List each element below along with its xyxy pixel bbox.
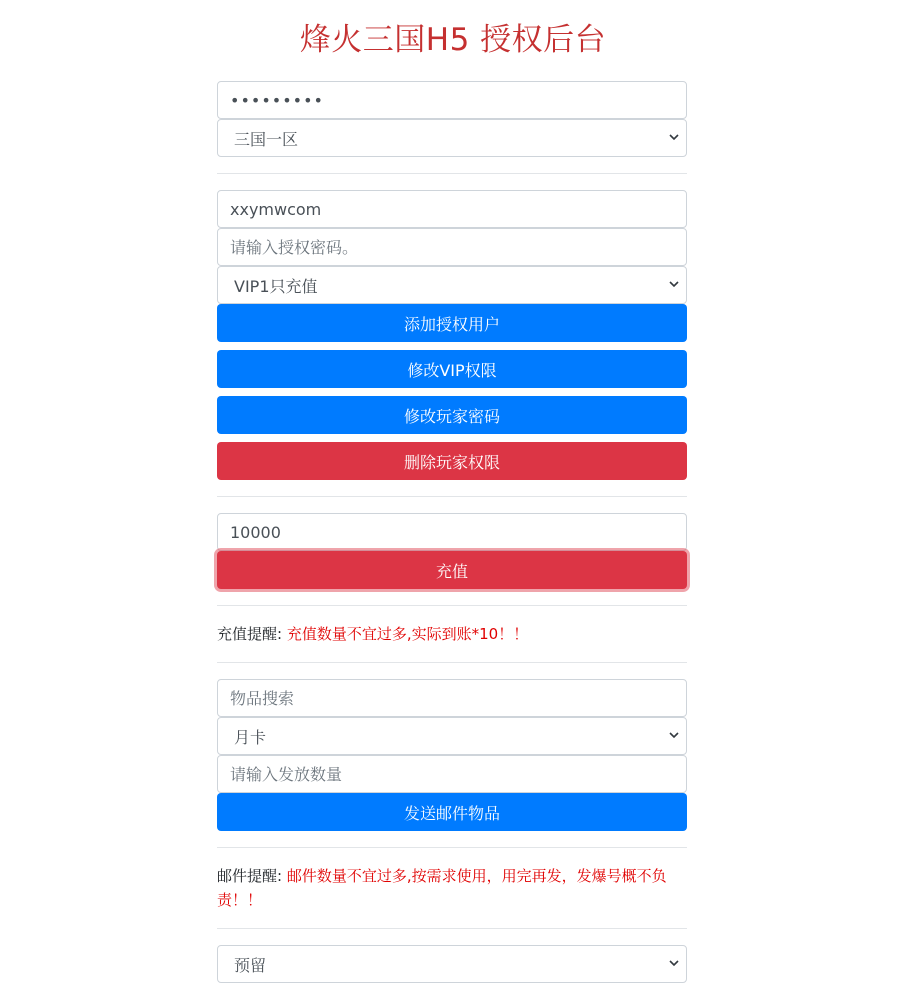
divider bbox=[217, 928, 687, 929]
chevron-down-icon bbox=[668, 729, 680, 741]
reserved-select-value: 预留 bbox=[234, 955, 267, 975]
recharge-notice-text: 充值数量不宜过多,实际到账*10！！ bbox=[286, 625, 529, 643]
password-field[interactable] bbox=[217, 81, 687, 119]
vip-select[interactable] bbox=[217, 266, 687, 304]
quantity-field[interactable] bbox=[217, 755, 687, 793]
add-auth-user-button[interactable]: 添加授权用户 bbox=[217, 304, 687, 342]
modify-vip-button[interactable]: 修改VIP权限 bbox=[217, 350, 687, 388]
reserved-select[interactable] bbox=[217, 945, 687, 983]
item-select-value: 月卡 bbox=[234, 727, 267, 747]
recharge-button[interactable]: 充值 bbox=[217, 551, 687, 589]
divider bbox=[217, 662, 687, 663]
chevron-down-icon bbox=[668, 278, 680, 290]
mail-notice bbox=[217, 864, 687, 912]
recharge-notice bbox=[217, 622, 687, 646]
divider bbox=[217, 173, 687, 174]
item-select[interactable] bbox=[217, 717, 687, 755]
server-select[interactable] bbox=[217, 119, 687, 157]
page-title: 烽火三国H5 授权后台 bbox=[299, 22, 607, 58]
recharge-amount-field[interactable] bbox=[217, 513, 687, 551]
vip-select-value: VIP1只充值 bbox=[234, 276, 318, 296]
send-mail-item-button[interactable]: 发送邮件物品 bbox=[217, 793, 687, 831]
divider bbox=[217, 496, 687, 497]
chevron-down-icon bbox=[668, 131, 680, 143]
username-field[interactable] bbox=[217, 190, 687, 228]
mail-notice-text: 邮件数量不宜过多,按需求使用，用完再发，发爆号概不负责！！ bbox=[217, 867, 667, 909]
recharge-notice-label: 充值提醒: bbox=[217, 625, 283, 643]
server-select-value: 三国一区 bbox=[234, 129, 299, 149]
auth-password-field[interactable] bbox=[217, 228, 687, 266]
chevron-down-icon bbox=[668, 957, 680, 969]
modify-password-button[interactable]: 修改玩家密码 bbox=[217, 396, 687, 434]
delete-permission-button[interactable]: 删除玩家权限 bbox=[217, 442, 687, 480]
form-container bbox=[217, 81, 687, 983]
divider bbox=[217, 847, 687, 848]
divider bbox=[217, 605, 687, 606]
item-search-input[interactable] bbox=[217, 679, 687, 717]
mail-notice-label: 邮件提醒: bbox=[217, 867, 283, 885]
